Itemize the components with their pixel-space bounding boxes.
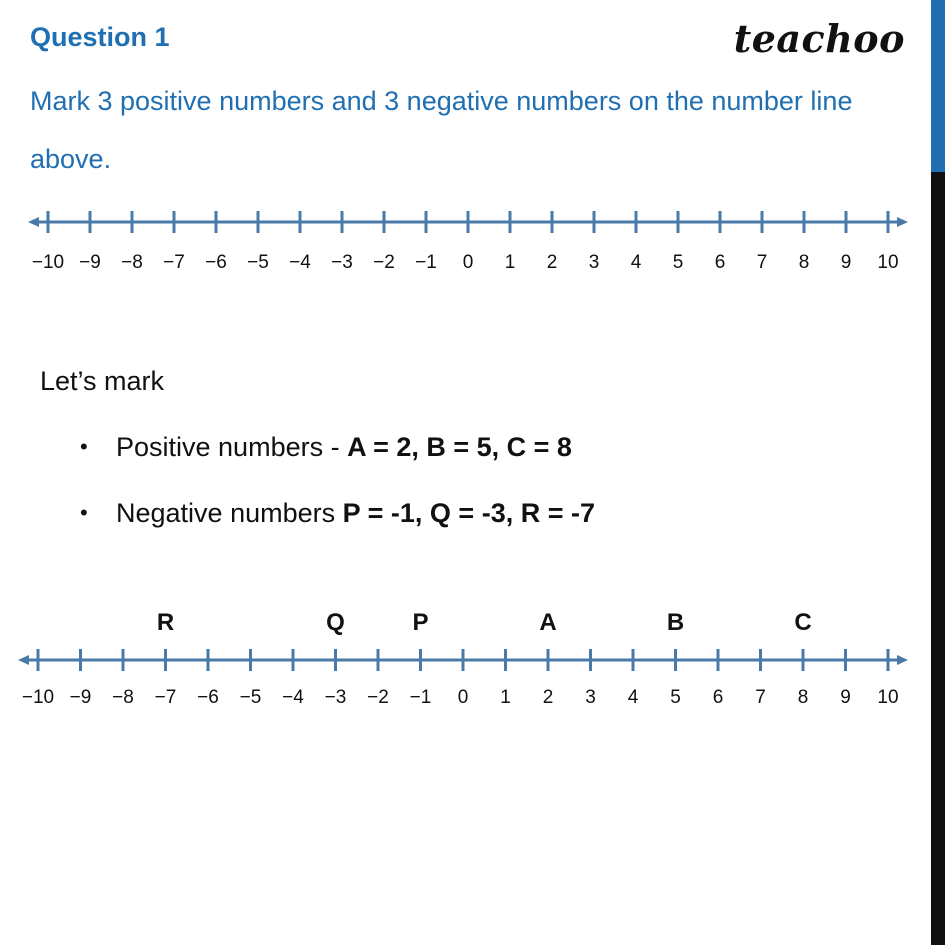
tick-label: −5 [239, 687, 262, 708]
point-label-b: B [666, 609, 685, 636]
arrow-right-icon [897, 217, 908, 227]
bullet-positive-label: Positive numbers - [116, 432, 348, 462]
tick-label: −6 [197, 687, 219, 708]
tick-label: 2 [542, 687, 554, 708]
point-label-q: Q [326, 609, 345, 636]
bullet-negative-values: P = -1, Q = -3, R = -7 [342, 498, 595, 528]
tick-label: 5 [670, 687, 681, 708]
tick-label: −1 [415, 252, 437, 273]
point-label-p: P [412, 609, 429, 636]
tick-label: 1 [500, 687, 511, 708]
tick-label: −3 [331, 252, 353, 273]
tick-label: 3 [588, 252, 600, 273]
bullet-negative [80, 496, 595, 562]
tick-label: 8 [798, 252, 810, 273]
point-label-r: R [156, 609, 175, 636]
tick-label: −4 [282, 687, 304, 708]
number-line-top [0, 198, 930, 273]
point-label-c: C [794, 609, 812, 636]
slide-edge-accent [931, 0, 945, 172]
number-line-bottom [0, 598, 930, 708]
tick-label: −10 [31, 252, 65, 273]
arrow-left-icon [18, 655, 29, 665]
tick-label: 1 [504, 252, 516, 273]
tick-label: −2 [373, 252, 395, 273]
tick-label: −2 [367, 687, 389, 708]
arrow-left-icon [28, 217, 39, 227]
tick-label: −3 [324, 687, 347, 708]
tick-label: 7 [756, 252, 768, 273]
tick-label: 6 [712, 687, 724, 708]
tick-label: 9 [840, 252, 852, 273]
tick-label: −4 [289, 252, 311, 273]
tick-label: −7 [154, 687, 177, 708]
teachoo-logo: teachoo [733, 16, 905, 61]
tick-label: 7 [755, 687, 766, 708]
tick-label: −5 [247, 252, 269, 273]
tick-label: 10 [877, 252, 899, 273]
question-text: Mark 3 positive numbers and 3 negative numbers on the number line above. [30, 86, 853, 174]
bullet-negative-label: Negative numbers [116, 498, 343, 528]
tick-label: −8 [121, 252, 143, 273]
tick-label: −9 [79, 252, 101, 273]
question-title: Question 1 [30, 22, 170, 52]
point-label-a: A [539, 609, 557, 636]
bullet-positive-values: A = 2, B = 5, C = 8 [347, 432, 572, 462]
tick-label: −6 [205, 252, 227, 273]
tick-label: 0 [457, 687, 469, 708]
bullet-icon: • [80, 434, 88, 459]
arrow-right-icon [897, 655, 908, 665]
tick-label: 2 [546, 252, 558, 273]
solution-intro: Let’s mark [40, 366, 165, 396]
tick-label: 4 [627, 687, 639, 708]
tick-label: 5 [672, 252, 684, 273]
tick-label: 9 [840, 687, 851, 708]
tick-label: −8 [112, 687, 134, 708]
tick-label: 4 [630, 252, 642, 273]
tick-label: −10 [21, 687, 55, 708]
tick-label: 8 [797, 687, 809, 708]
tick-label: 0 [462, 252, 474, 273]
tick-label: −9 [69, 687, 92, 708]
tick-label: 3 [585, 687, 596, 708]
solution-bullets [80, 430, 595, 562]
tick-label: 6 [714, 252, 726, 273]
bullet-positive [80, 430, 595, 496]
tick-label: −7 [163, 252, 185, 273]
tick-label: 10 [877, 687, 899, 708]
bullet-icon: • [80, 500, 88, 525]
tick-label: −1 [409, 687, 432, 708]
